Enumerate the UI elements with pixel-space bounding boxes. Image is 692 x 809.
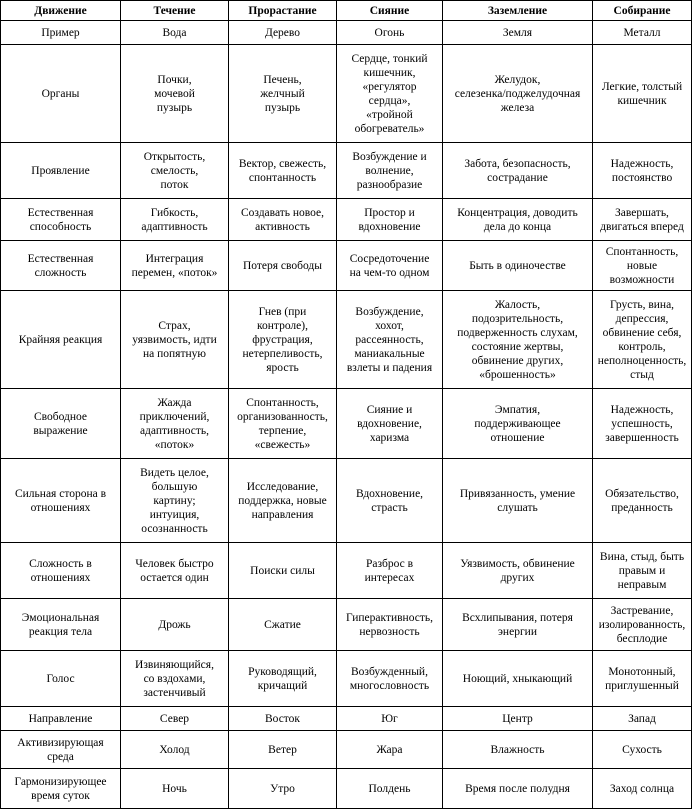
row-label: Направление	[1, 707, 121, 731]
table-cell: Извиняющийся, со вздохами, застенчивый	[121, 651, 229, 707]
column-header: Течение	[121, 1, 229, 21]
table-cell: Возбуждение, хохот, рассеянность, маниакальные взлеты и падения	[337, 291, 443, 389]
table-cell: Потеря свободы	[229, 241, 337, 291]
table-row	[1, 143, 692, 199]
table-cell: Видеть целое, большую картину; интуиция, осознанность	[121, 459, 229, 543]
table-cell: Концентрация, доводить дела до конца	[443, 199, 593, 241]
table-cell: Металл	[593, 21, 692, 45]
table-cell: Восток	[229, 707, 337, 731]
table-cell: Печень, желчный пузырь	[229, 45, 337, 143]
row-label: Сложность в отношениях	[1, 543, 121, 599]
row-label: Активизирующая среда	[1, 731, 121, 769]
table-cell: Вдохновение, страсть	[337, 459, 443, 543]
table-cell: Человек быстро остается один	[121, 543, 229, 599]
column-header: Собирание	[593, 1, 692, 21]
table-cell: Спонтанность, новые возможности	[593, 241, 692, 291]
table-cell: Запад	[593, 707, 692, 731]
table-cell: Полдень	[337, 769, 443, 809]
table-cell: Всхлипывания, потеря энергии	[443, 599, 593, 651]
table-cell: Открытость, смелость, поток	[121, 143, 229, 199]
table-cell: Руководящий, кричащий	[229, 651, 337, 707]
table-cell: Ноющий, хныкающий	[443, 651, 593, 707]
table-cell: Сухость	[593, 731, 692, 769]
table-cell: Утро	[229, 769, 337, 809]
table-cell: Заход солнца	[593, 769, 692, 809]
row-label: Голос	[1, 651, 121, 707]
table-cell: Ветер	[229, 731, 337, 769]
table-cell: Холод	[121, 731, 229, 769]
table-cell: Интеграция перемен, «поток»	[121, 241, 229, 291]
table-cell: Страх, уязвимость, идти на попятную	[121, 291, 229, 389]
table-row	[1, 45, 692, 143]
table-cell: Желудок, селезенка/поджелудочная железа	[443, 45, 593, 143]
table-cell: Надежность, успешность, завершенность	[593, 389, 692, 459]
table-row	[1, 241, 692, 291]
header-row	[1, 1, 692, 21]
table-row	[1, 459, 692, 543]
table-cell: Вина, стыд, быть правым и неправым	[593, 543, 692, 599]
row-label: Естественная способность	[1, 199, 121, 241]
table-cell: Привязанность, умение слушать	[443, 459, 593, 543]
table-cell: Сосредоточение на чем-то одном	[337, 241, 443, 291]
row-label: Пример	[1, 21, 121, 45]
row-label: Свободное выражение	[1, 389, 121, 459]
table-cell: Жалость, подозрительность, подверженность слухам, состояние жертвы, обвинение других, «брошенность»	[443, 291, 593, 389]
table-cell: Юг	[337, 707, 443, 731]
table-cell: Вектор, свежесть, спонтанность	[229, 143, 337, 199]
table-cell: Север	[121, 707, 229, 731]
table-cell: Застревание, изолированность, бесплодие	[593, 599, 692, 651]
column-header: Движение	[1, 1, 121, 21]
table-cell: Гнев (при контроле), фрустрация, нетерпеливость, ярость	[229, 291, 337, 389]
table-cell: Забота, безопасность, сострадание	[443, 143, 593, 199]
table-row	[1, 599, 692, 651]
table-cell: Поиски силы	[229, 543, 337, 599]
column-header: Прорастание	[229, 1, 337, 21]
table-cell: Сердце, тонкий кишечник, «регулятор сердца», «тройной обогреватель»	[337, 45, 443, 143]
table-cell: Сжатие	[229, 599, 337, 651]
table-cell: Почки, мочевой пузырь	[121, 45, 229, 143]
table-cell: Спонтанность, организованность, терпение, «свежесть»	[229, 389, 337, 459]
row-label: Крайняя реакция	[1, 291, 121, 389]
table-row	[1, 707, 692, 731]
table-row	[1, 769, 692, 809]
table-cell: Разброс в интересах	[337, 543, 443, 599]
table-row	[1, 291, 692, 389]
table-cell: Грусть, вина, депрессия, обвинение себя, контроль, неполноценность, стыд	[593, 291, 692, 389]
row-label: Проявление	[1, 143, 121, 199]
table-cell: Дерево	[229, 21, 337, 45]
table-cell: Вода	[121, 21, 229, 45]
table-cell: Жажда приключений, адаптивность, «поток»	[121, 389, 229, 459]
table-cell: Центр	[443, 707, 593, 731]
table-cell: Время после полудня	[443, 769, 593, 809]
table-row	[1, 389, 692, 459]
table-cell: Легкие, толстый кишечник	[593, 45, 692, 143]
row-label: Гармонизирующее время суток	[1, 769, 121, 809]
table-cell: Земля	[443, 21, 593, 45]
table-cell: Быть в одиночестве	[443, 241, 593, 291]
row-label: Эмоциональная реакция тела	[1, 599, 121, 651]
table-cell: Завершать, двигаться вперед	[593, 199, 692, 241]
table-cell: Влажность	[443, 731, 593, 769]
table-cell: Жара	[337, 731, 443, 769]
table-cell: Создавать новое, активность	[229, 199, 337, 241]
row-label: Сильная сторона в отношениях	[1, 459, 121, 543]
table-cell: Надежность, постоянство	[593, 143, 692, 199]
table-cell: Обязательство, преданность	[593, 459, 692, 543]
table-cell: Возбужденный, многословность	[337, 651, 443, 707]
column-header: Заземление	[443, 1, 593, 21]
table-cell: Гиперактивность, нервозность	[337, 599, 443, 651]
row-label: Органы	[1, 45, 121, 143]
table-cell: Эмпатия, поддерживающее отношение	[443, 389, 593, 459]
table-row	[1, 651, 692, 707]
table-row	[1, 543, 692, 599]
table-cell: Монотонный, приглушенный	[593, 651, 692, 707]
table-row	[1, 21, 692, 45]
table-cell: Исследование, поддержка, новые направления	[229, 459, 337, 543]
table-cell: Простор и вдохновение	[337, 199, 443, 241]
table-cell: Дрожь	[121, 599, 229, 651]
row-label: Естественная сложность	[1, 241, 121, 291]
table-cell: Уязвимость, обвинение других	[443, 543, 593, 599]
table-row	[1, 199, 692, 241]
table-cell: Ночь	[121, 769, 229, 809]
table-cell: Возбуждение и волнение, разнообразие	[337, 143, 443, 199]
column-header: Сияние	[337, 1, 443, 21]
table-cell: Гибкость, адаптивность	[121, 199, 229, 241]
table-row	[1, 731, 692, 769]
table-cell: Сияние и вдохновение, харизма	[337, 389, 443, 459]
table-cell: Огонь	[337, 21, 443, 45]
